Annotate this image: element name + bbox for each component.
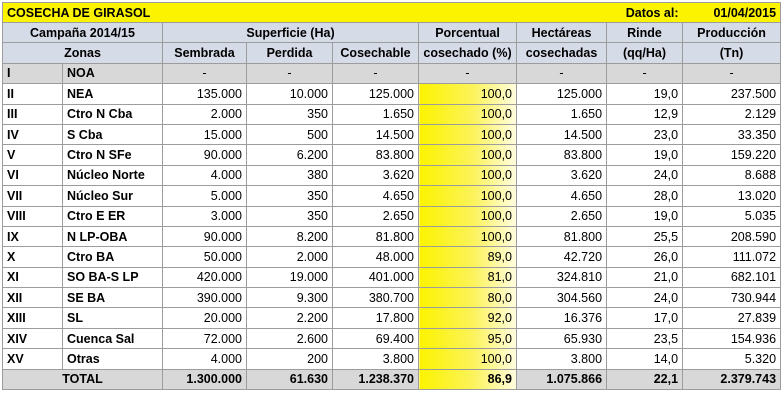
zone-code: VII [3,186,63,206]
rinde-cell: 19,0 [607,145,683,165]
porcentual-cell: 100,0 [419,124,517,144]
sembrada-cell: 20.000 [163,308,247,328]
cosechable-cell: 83.800 [333,145,419,165]
harvest-table [2,2,781,390]
cosechable-cell: 401.000 [333,267,419,287]
sembrada-cell: 15.000 [163,124,247,144]
rinde-cell: 23,0 [607,124,683,144]
perdida-cell: 350 [247,206,333,226]
rinde-cell: 21,0 [607,267,683,287]
sembrada-cell: 50.000 [163,247,247,267]
table-row [3,226,781,246]
hectareas-cell: 65.930 [517,328,607,348]
porcentual-cell: 100,0 [419,349,517,369]
sembrada-cell: 4.000 [163,165,247,185]
hectareas-cell: 14.500 [517,124,607,144]
cosechable-cell: 81.800 [333,226,419,246]
zone-code: XV [3,349,63,369]
date-value: 01/04/2015 [683,3,781,23]
produccion-cell: 33.350 [683,124,781,144]
sembrada-cell: 420.000 [163,267,247,287]
zone-name: Ctro N SFe [63,145,163,165]
perdida-cell: 200 [247,349,333,369]
zone-name: N LP-OBA [63,226,163,246]
table-row [3,247,781,267]
table-row [3,328,781,348]
total-produccion-cell: 2.379.743 [683,369,781,389]
rinde-cell: 25,5 [607,226,683,246]
zone-name: S Cba [63,124,163,144]
rinde-cell: 17,0 [607,308,683,328]
cosechable-cell: 1.650 [333,104,419,124]
total-row [3,369,781,389]
cosechable-cell: 3.800 [333,349,419,369]
table-row [3,308,781,328]
rinde-cell: 28,0 [607,186,683,206]
hectareas-cell: 125.000 [517,84,607,104]
produccion-cell: 730.944 [683,288,781,308]
table-row [3,288,781,308]
zone-name: NEA [63,84,163,104]
total-cosechable-cell: 1.238.370 [333,369,419,389]
perdida-header: Perdida [247,43,333,63]
zone-name: Ctro BA [63,247,163,267]
sembrada-cell: 2.000 [163,104,247,124]
cosechable-cell: 4.650 [333,186,419,206]
table-row [3,63,781,83]
hectareas-cell: 16.376 [517,308,607,328]
hectareas-cell: 83.800 [517,145,607,165]
table-row [3,84,781,104]
zone-code: IX [3,226,63,246]
perdida-cell: 380 [247,165,333,185]
porcentual-subheader: cosechado (%) [419,43,517,63]
total-sembrada-cell: 1.300.000 [163,369,247,389]
zone-name: Núcleo Norte [63,165,163,185]
porcentual-cell: 100,0 [419,206,517,226]
superficie-header: Superficie (Ha) [163,23,419,43]
hectareas-cell: 81.800 [517,226,607,246]
sembrada-cell: 5.000 [163,186,247,206]
perdida-cell: 500 [247,124,333,144]
rinde-cell: 24,0 [607,165,683,185]
rinde-cell: 14,0 [607,349,683,369]
table-row [3,124,781,144]
sembrada-cell: 135.000 [163,84,247,104]
date-label: Datos al: [607,3,683,23]
zone-code: X [3,247,63,267]
porcentual-cell: 100,0 [419,165,517,185]
zone-code: XIV [3,328,63,348]
zone-name: SL [63,308,163,328]
zonas-header: Zonas [3,43,163,63]
zone-code: XII [3,288,63,308]
perdida-cell: 19.000 [247,267,333,287]
hectareas-cell: 3.800 [517,349,607,369]
spacer-cell [333,3,607,23]
total-perdida-cell: 61.630 [247,369,333,389]
produccion-cell: 237.500 [683,84,781,104]
porcentual-cell: 89,0 [419,247,517,267]
rinde-cell: 26,0 [607,247,683,267]
cosechable-cell: - [333,63,419,83]
produccion-cell: 682.101 [683,267,781,287]
produccion-cell: 27.839 [683,308,781,328]
hectareas-cell: 324.810 [517,267,607,287]
perdida-cell: 10.000 [247,84,333,104]
porcentual-cell: 81,0 [419,267,517,287]
produccion-cell: 5.320 [683,349,781,369]
zone-name: Ctro N Cba [63,104,163,124]
sembrada-cell: 4.000 [163,349,247,369]
hectareas-subheader: cosechadas [517,43,607,63]
header-row-2 [3,43,781,63]
hectareas-cell: 3.620 [517,165,607,185]
perdida-cell: 350 [247,186,333,206]
table-row [3,104,781,124]
perdida-cell: 350 [247,104,333,124]
sembrada-cell: 90.000 [163,226,247,246]
sembrada-cell: - [163,63,247,83]
produccion-cell: 159.220 [683,145,781,165]
hectareas-cell: 42.720 [517,247,607,267]
porcentual-header: Porcentual [419,23,517,43]
porcentual-cell: 80,0 [419,288,517,308]
zone-name: Otras [63,349,163,369]
porcentual-cell: 100,0 [419,104,517,124]
campaign-header: Campaña 2014/15 [3,23,163,43]
sembrada-cell: 90.000 [163,145,247,165]
cosechable-header: Cosechable [333,43,419,63]
porcentual-cell: 100,0 [419,226,517,246]
hectareas-cell: 1.650 [517,104,607,124]
cosechable-cell: 48.000 [333,247,419,267]
produccion-header: Producción [683,23,781,43]
hectareas-cell: 4.650 [517,186,607,206]
sheet-title: COSECHA DE GIRASOL [3,3,333,23]
perdida-cell: - [247,63,333,83]
produccion-cell: 154.936 [683,328,781,348]
title-row [3,3,781,23]
zone-name: NOA [63,63,163,83]
porcentual-cell: 100,0 [419,145,517,165]
sembrada-cell: 3.000 [163,206,247,226]
header-row-1 [3,23,781,43]
porcentual-cell: 92,0 [419,308,517,328]
total-label: TOTAL [3,369,163,389]
zone-code: XI [3,267,63,287]
sembrada-cell: 390.000 [163,288,247,308]
zone-code: V [3,145,63,165]
table-row [3,349,781,369]
porcentual-cell: 95,0 [419,328,517,348]
cosechable-cell: 2.650 [333,206,419,226]
perdida-cell: 8.200 [247,226,333,246]
zone-name: Cuenca Sal [63,328,163,348]
rinde-cell: 23,5 [607,328,683,348]
cosechable-cell: 14.500 [333,124,419,144]
rinde-header: Rinde [607,23,683,43]
rinde-cell: 19,0 [607,206,683,226]
rinde-cell: 24,0 [607,288,683,308]
produccion-cell: 111.072 [683,247,781,267]
perdida-cell: 2.000 [247,247,333,267]
table-row [3,267,781,287]
zone-code: XIII [3,308,63,328]
hectareas-header: Hectáreas [517,23,607,43]
cosechable-cell: 3.620 [333,165,419,185]
sembrada-cell: 72.000 [163,328,247,348]
zone-name: SE BA [63,288,163,308]
cosechable-cell: 125.000 [333,84,419,104]
produccion-cell: 2.129 [683,104,781,124]
zone-code: II [3,84,63,104]
perdida-cell: 2.600 [247,328,333,348]
zone-code: IV [3,124,63,144]
hectareas-cell: 304.560 [517,288,607,308]
sembrada-header: Sembrada [163,43,247,63]
rinde-cell: 19,0 [607,84,683,104]
table-row [3,186,781,206]
produccion-cell: 13.020 [683,186,781,206]
table-row [3,145,781,165]
porcentual-cell: 100,0 [419,186,517,206]
zone-name: Ctro E ER [63,206,163,226]
table-row [3,165,781,185]
perdida-cell: 6.200 [247,145,333,165]
zone-name: SO BA-S LP [63,267,163,287]
rinde-cell: 12,9 [607,104,683,124]
hectareas-cell: 2.650 [517,206,607,226]
total-porcentual-cell: 86,9 [419,369,517,389]
produccion-cell: - [683,63,781,83]
perdida-cell: 2.200 [247,308,333,328]
zone-code: I [3,63,63,83]
perdida-cell: 9.300 [247,288,333,308]
cosechable-cell: 17.800 [333,308,419,328]
zone-code: III [3,104,63,124]
hectareas-cell: - [517,63,607,83]
table-row [3,206,781,226]
porcentual-cell: 100,0 [419,84,517,104]
zone-code: VI [3,165,63,185]
total-rinde-cell: 22,1 [607,369,683,389]
produccion-cell: 5.035 [683,206,781,226]
produccion-cell: 8.688 [683,165,781,185]
porcentual-cell: - [419,63,517,83]
cosechable-cell: 380.700 [333,288,419,308]
rinde-subheader: (qq/Ha) [607,43,683,63]
zone-name: Núcleo Sur [63,186,163,206]
rinde-cell: - [607,63,683,83]
total-hectareas-cell: 1.075.866 [517,369,607,389]
zone-code: VIII [3,206,63,226]
produccion-subheader: (Tn) [683,43,781,63]
produccion-cell: 208.590 [683,226,781,246]
cosechable-cell: 69.400 [333,328,419,348]
